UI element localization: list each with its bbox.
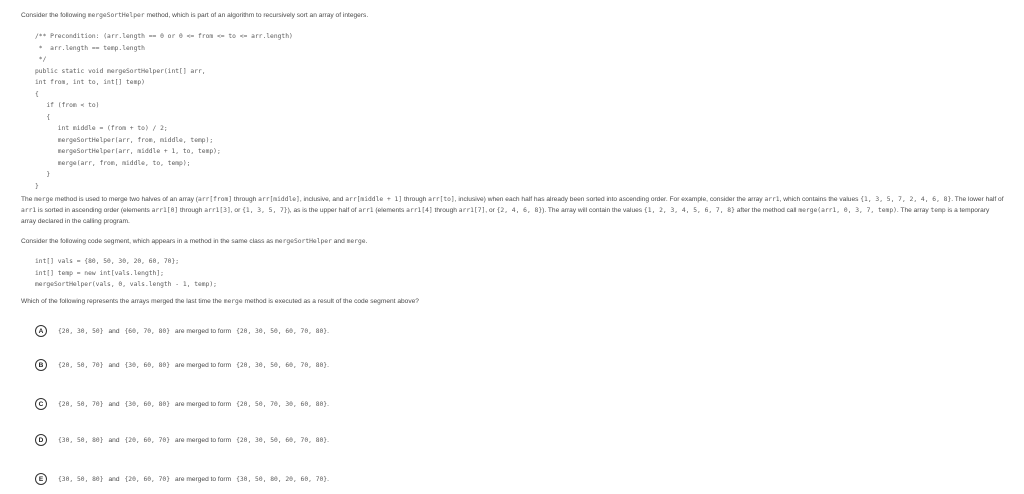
code-line: mergeSortHelper(arr, middle + 1, to, temp); bbox=[35, 148, 221, 155]
option-and: and bbox=[108, 436, 120, 444]
option-period: . bbox=[327, 475, 329, 483]
explain-text: . The array bbox=[896, 207, 931, 214]
segment-intro bbox=[21, 238, 367, 245]
code-line: { bbox=[35, 113, 51, 121]
inline-code: arr[to] bbox=[428, 196, 455, 203]
code-line: mergeSortHelper(arr, from, middle, temp); bbox=[35, 136, 214, 144]
option-merged-text: are merged to form bbox=[175, 475, 232, 483]
segment-text: Consider the following code segment, which appears in a method in the same class as bbox=[21, 238, 274, 245]
inline-code: arr1[7] bbox=[458, 207, 486, 214]
code-line: merge(arr, from, middle, to, temp); bbox=[35, 159, 191, 167]
code-line: } bbox=[35, 171, 51, 178]
explain-text: ), as is the upper half of bbox=[287, 207, 359, 214]
option-c[interactable] bbox=[35, 397, 334, 411]
segment-code-block bbox=[35, 256, 217, 291]
option-array-a: {20, 50, 70} bbox=[58, 400, 104, 408]
code-line: public static void mergeSortHelper(int[] arr, bbox=[35, 67, 206, 75]
explain-text: after the method call bbox=[734, 207, 799, 214]
option-a[interactable] bbox=[35, 324, 334, 338]
inline-code: {1, 3, 5, 7} bbox=[242, 207, 288, 214]
option-period: . bbox=[327, 361, 329, 369]
code-line: { bbox=[35, 90, 39, 98]
question-intro bbox=[21, 12, 368, 19]
inline-code: arr[middle + 1] bbox=[345, 196, 403, 203]
inline-code: {1, 3, 5, 7, 2, 4, 6, 8} bbox=[860, 196, 952, 203]
option-and: and bbox=[108, 400, 120, 408]
code-line: } bbox=[35, 182, 39, 190]
explain-text: through bbox=[402, 196, 429, 203]
explain-text: , which contains the values bbox=[779, 196, 861, 203]
inline-code: temp bbox=[930, 207, 946, 214]
option-radio[interactable]: C bbox=[35, 398, 47, 410]
explain-text: . The lower half of bbox=[951, 196, 1004, 203]
inline-code: arr1 bbox=[764, 196, 780, 203]
intro-text: Consider the following bbox=[21, 12, 86, 19]
option-radio[interactable]: D bbox=[35, 434, 47, 446]
merge-explanation bbox=[21, 194, 1006, 227]
option-array-b: {20, 60, 70} bbox=[124, 436, 171, 444]
option-array-b: {20, 60, 70} bbox=[124, 475, 171, 483]
code-line: if (from < to) bbox=[35, 102, 100, 109]
explain-text: , or bbox=[485, 207, 497, 214]
inline-code: merge bbox=[34, 196, 54, 203]
option-result: {20, 30, 50, 60, 70, 80} bbox=[236, 361, 328, 369]
option-radio[interactable]: E bbox=[35, 473, 47, 485]
option-array-b: {60, 70, 80} bbox=[124, 327, 171, 335]
option-array-a: {30, 50, 80} bbox=[58, 436, 104, 444]
segment-code-1: mergeSortHelper bbox=[275, 238, 332, 245]
intro-code: mergeSortHelper bbox=[87, 12, 145, 19]
segment-text-mid: and bbox=[333, 238, 345, 245]
option-array-a: {20, 50, 70} bbox=[58, 361, 104, 369]
method-code-block bbox=[35, 31, 293, 192]
explain-text: through bbox=[232, 196, 259, 203]
option-b[interactable] bbox=[35, 358, 334, 372]
segment-text-end: . bbox=[365, 238, 368, 245]
option-array-a: {20, 30, 50} bbox=[58, 327, 104, 335]
segment-code-2: merge bbox=[346, 238, 366, 245]
option-merged-text: are merged to form bbox=[175, 361, 232, 369]
explain-text: The bbox=[21, 196, 35, 203]
option-radio[interactable]: B bbox=[35, 359, 47, 371]
prompt-text: Which of the following represents the arrays merged the last time the bbox=[21, 298, 222, 305]
question-prompt bbox=[21, 298, 419, 305]
option-and: and bbox=[108, 475, 120, 483]
inline-code: arr[from] bbox=[197, 196, 233, 203]
option-merged-text: are merged to form bbox=[175, 400, 232, 408]
code-line: int from, int to, int[] temp) bbox=[35, 79, 145, 86]
explain-text: , or bbox=[230, 207, 243, 214]
option-result: {20, 50, 70, 30, 60, 80} bbox=[236, 400, 328, 408]
option-merged-text: are merged to form bbox=[175, 436, 232, 444]
option-merged-text: are merged to form bbox=[175, 327, 232, 335]
option-period: . bbox=[327, 400, 329, 408]
explain-text: through bbox=[432, 207, 459, 214]
inline-code: arr1 bbox=[21, 207, 37, 214]
option-e[interactable] bbox=[35, 472, 334, 486]
intro-text-end: method, which is part of an algorithm to recursively sort an array of integers. bbox=[146, 12, 369, 19]
option-result: {20, 30, 50, 60, 70, 80} bbox=[236, 436, 328, 444]
option-result: {30, 50, 80, 20, 60, 70} bbox=[236, 475, 328, 483]
explain-text: ). The array will contain the values bbox=[542, 207, 644, 214]
code-line: /** Precondition: (arr.length == 0 or 0 <= from <= to <= arr.length) bbox=[35, 33, 293, 40]
option-period: . bbox=[327, 436, 329, 444]
code-line: int middle = (from + to) / 2; bbox=[35, 125, 168, 132]
segment-code-line: int[] temp = new int[vals.length]; bbox=[35, 269, 164, 277]
prompt-code: merge bbox=[223, 298, 243, 305]
option-array-b: {30, 60, 80} bbox=[124, 361, 171, 369]
option-period: . bbox=[327, 327, 329, 335]
option-and: and bbox=[108, 327, 120, 335]
inline-code: arr[middle] bbox=[258, 196, 300, 203]
explain-text: method is used to merge two halves of an array ( bbox=[53, 196, 198, 203]
inline-code: {2, 4, 6, 8} bbox=[496, 207, 543, 214]
option-result: {20, 30, 50, 60, 70, 80} bbox=[236, 327, 328, 335]
inline-code: arr1[4] bbox=[406, 207, 433, 214]
segment-code-line: int[] vals = {80, 50, 30, 20, 60, 70}; bbox=[35, 258, 180, 265]
option-array-a: {30, 50, 80} bbox=[58, 475, 104, 483]
segment-code-line: mergeSortHelper(vals, 0, vals.length - 1, temp); bbox=[35, 281, 217, 288]
option-d[interactable] bbox=[35, 433, 334, 447]
explain-text: through bbox=[178, 207, 205, 214]
option-array-b: {30, 60, 80} bbox=[124, 400, 171, 408]
explain-text: is a temporary array declared in the calling program. bbox=[21, 207, 990, 225]
code-line: * arr.length == temp.length bbox=[35, 44, 145, 52]
inline-code: {1, 2, 3, 4, 5, 6, 7, 8} bbox=[643, 207, 735, 214]
explain-text: , inclusive) when each half has already been sorted into ascending order. For example, consider the array bbox=[454, 196, 765, 203]
inline-code: arr1 bbox=[358, 207, 374, 214]
explain-text: (elements bbox=[373, 207, 407, 214]
inline-code: arr1[3] bbox=[204, 207, 231, 214]
inline-code: merge(arr1, 0, 3, 7, temp) bbox=[798, 207, 897, 214]
explain-text: is sorted in ascending order (elements bbox=[36, 207, 152, 214]
inline-code: arr1[0] bbox=[151, 207, 179, 214]
prompt-text-end: method is executed as a result of the code segment above? bbox=[244, 298, 419, 305]
option-and: and bbox=[108, 361, 120, 369]
explain-text: , inclusive, and bbox=[299, 196, 346, 203]
option-radio[interactable]: A bbox=[35, 325, 47, 337]
code-line: */ bbox=[35, 56, 47, 63]
